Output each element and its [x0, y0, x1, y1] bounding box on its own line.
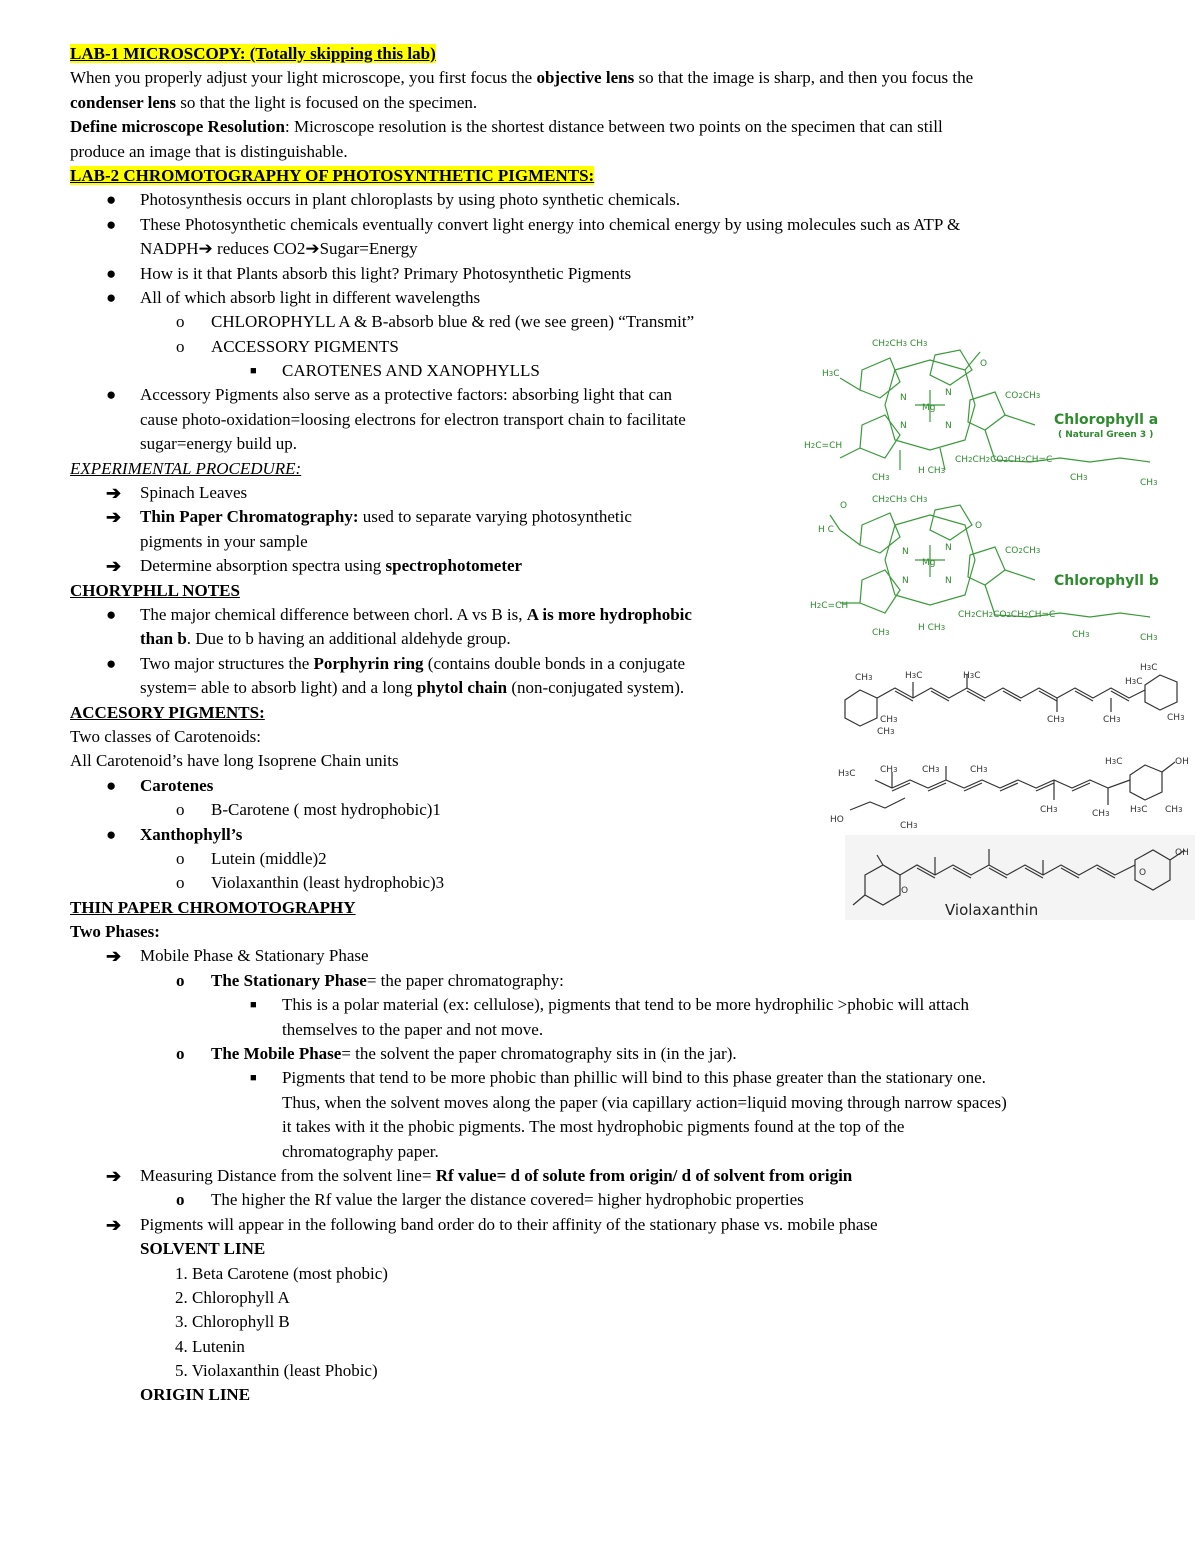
svg-text:H3C: H3C [1140, 663, 1158, 673]
accessory-heading: ACCESORY PIGMENTS: [70, 702, 265, 722]
accessory-bullet: ● Carotenes [70, 774, 1150, 798]
svg-text:O: O [901, 886, 909, 896]
chlorophyll-b-structure [810, 490, 1195, 645]
accessory-subbullet: o Lutein (middle)2 [70, 847, 1150, 871]
svg-text:N: N [902, 547, 909, 557]
svg-text:H3C: H3C [838, 769, 856, 779]
tpc-subsubbullet: ■ This is a polar material (ex: cellulose), pigments that tend to be more hydrophilic >phobic will attach [70, 993, 1150, 1017]
svg-text:O: O [980, 359, 988, 369]
svg-text:CH3: CH3 [1140, 633, 1158, 643]
svg-text:H CH3: H CH3 [918, 466, 946, 476]
circle-bullet-icon: o [176, 336, 185, 356]
chlorophyll-note-continuation: system= able to absorb light) and a long phytol chain (non-conjugated system). [140, 678, 685, 698]
tpc-continuation: Thus, when the solvent moves along the paper (via capillary action=liquid moving through narrow spaces) [282, 1092, 1007, 1112]
tpc-phases-label: Two Phases: [70, 922, 160, 942]
lab2-bullet: ● Photosynthesis occurs in plant chloroplasts by using photo synthetic chemicals. [70, 188, 1150, 212]
solvent-line-label: SOLVENT LINE [140, 1239, 266, 1259]
tpc-arrow-item: ➔ Measuring Distance from the solvent line= Rf value= d of solute from origin/ d of solvent from origin [70, 1164, 1150, 1188]
bullet-icon: ● [106, 263, 117, 283]
lab2-bullet: ● How is it that Plants absorb this light? Primary Photosynthetic Pigments [70, 262, 1150, 286]
bullet-icon: ● [106, 385, 117, 405]
bullet-icon: ● [106, 824, 117, 844]
svg-text:H2C=CH: H2C=CH [810, 601, 849, 611]
bullet-icon: ● [106, 653, 117, 673]
arrow-icon: ➔ [106, 507, 122, 528]
svg-text:H C: H C [818, 525, 834, 535]
svg-text:N: N [945, 576, 952, 586]
arrow-icon: ➔ [106, 1165, 122, 1186]
origin-line-label: ORIGIN LINE [140, 1385, 251, 1405]
svg-text:CH3: CH3 [1167, 713, 1185, 723]
svg-text:O: O [840, 501, 848, 511]
lab2-bullet: ● All of which absorb light in different wavelengths [70, 286, 1150, 310]
band-order-item: 2. Chlorophyll A [175, 1287, 290, 1307]
svg-text:CH3: CH3 [855, 673, 873, 683]
svg-text:CH3: CH3 [872, 473, 890, 483]
tpc-subsubbullet: ■ Pigments that tend to be more phobic than phillic will bind to this phase greater than the stationary one. [70, 1066, 1150, 1090]
svg-text:CH3: CH3 [1140, 478, 1158, 488]
svg-text:HO: HO [830, 815, 844, 825]
svg-text:CH3: CH3 [880, 715, 898, 725]
lab2-bullet-continuation: NADPH➔ reduces CO2➔Sugar=Energy [140, 239, 418, 259]
svg-text:CH3: CH3 [1040, 805, 1058, 815]
tpc-continuation: it takes with it the phobic pigments. The most hydrophobic pigments found at the top of the [282, 1117, 905, 1137]
svg-text:CH3: CH3 [872, 628, 890, 638]
svg-text:H3C: H3C [1125, 677, 1143, 687]
svg-text:CO2CH3: CO2CH3 [1005, 391, 1041, 401]
tpc-continuation: chromatography paper. [282, 1141, 439, 1161]
chlorophyll-a-label: Chlorophyll a [1054, 412, 1159, 428]
bullet-icon: ● [106, 604, 117, 624]
square-bullet-icon: ■ [250, 365, 257, 378]
procedure-step: ➔ Thin Paper Chromatography: used to separate varying photosynthetic [70, 505, 1150, 529]
arrow-icon: ➔ [106, 946, 122, 967]
lab2-bullet: ● These Photosynthetic chemicals eventually convert light energy into chemical energy by using molecules such as ATP & [70, 213, 1150, 237]
svg-text:CH3: CH3 [1103, 715, 1121, 725]
svg-text:N: N [900, 393, 907, 403]
circle-bullet-icon: o [176, 1044, 185, 1064]
band-order-item: 4. Lutenin [175, 1336, 245, 1356]
square-bullet-icon: ■ [250, 1072, 257, 1085]
tpc-subbullet: o The Stationary Phase= the paper chromatography: [70, 969, 1150, 993]
circle-bullet-icon: o [176, 970, 185, 990]
lab1-paragraph-line: When you properly adjust your light microscope, you first focus the objective lens so that the image is sharp, and then you focus the [70, 68, 974, 88]
procedure-heading: EXPERIMENTAL PROCEDURE: [70, 458, 302, 478]
chlorophyll-note-continuation: than b. Due to b having an additional aldehyde group. [140, 629, 511, 649]
svg-text:CH2CH2CO2CH2CH=C: CH2CH2CO2CH2CH=C [958, 610, 1056, 620]
band-order-item: 5. Violaxanthin (least Phobic) [175, 1361, 378, 1381]
chlorophyll-a-structure [800, 330, 1195, 490]
chlorophyll-b-label: Chlorophyll b [1054, 573, 1159, 589]
circle-bullet-icon: o [176, 848, 185, 868]
accessory-subbullet: o B-Carotene ( most hydrophobic)1 [70, 798, 1150, 822]
lab1-paragraph-line: condenser lens so that the light is focused on the specimen. [70, 92, 478, 112]
svg-text:N: N [902, 576, 909, 586]
lab1-definition-line: Define microscope Resolution: Microscope resolution is the shortest distance between two points on the specimen that can still [70, 117, 943, 137]
svg-text:N: N [945, 388, 952, 398]
svg-text:CH3: CH3 [922, 765, 940, 775]
lab2-heading: LAB-2 CHROMOTOGRAPHY OF PHOTOSYNTHETIC PIGMENTS: [70, 165, 595, 185]
lab1-heading: LAB-1 MICROSCOPY: (Totally skipping this lab) [70, 44, 436, 63]
lab2-subbullet: o ACCESSORY PIGMENTS [70, 335, 1150, 359]
bullet-icon: ● [106, 190, 117, 210]
tpc-heading: THIN PAPER CHROMOTOGRAPHY [70, 897, 356, 917]
svg-text:H3C: H3C [1130, 805, 1148, 815]
svg-text:H3C: H3C [905, 671, 923, 681]
svg-text:OH: OH [1175, 757, 1189, 767]
chlorophyll-note-bullet: ● Two major structures the Porphyrin ring (contains double bonds in a conjugate [70, 652, 1150, 676]
band-order-item: 1. Beta Carotene (most phobic) [175, 1263, 388, 1283]
svg-text:CH3: CH3 [1047, 715, 1065, 725]
svg-text:N: N [945, 421, 952, 431]
violaxanthin-label: Violaxanthin [945, 901, 1039, 919]
svg-text:CH3: CH3 [1070, 473, 1088, 483]
svg-text:CH3: CH3 [877, 727, 895, 737]
violaxanthin-structure [845, 835, 1195, 920]
lab2-bullet: ● Accessory Pigments also serve as a protective factors: absorbing light that can [70, 383, 1150, 407]
accessory-line: Two classes of Carotenoids: [70, 726, 261, 746]
lab2-bullet-continuation: sugar=energy build up. [140, 434, 298, 454]
procedure-step: ➔ Determine absorption spectra using spectrophotometer [70, 554, 1150, 578]
svg-text:CH2CH2CO2CH2CH=C: CH2CH2CO2CH2CH=C [955, 455, 1053, 465]
tpc-subbullet: o The Mobile Phase= the solvent the paper chromatography sits in (in the jar). [70, 1042, 1150, 1066]
square-bullet-icon: ■ [250, 999, 257, 1012]
svg-text:H3C: H3C [822, 369, 840, 379]
svg-text:CH3: CH3 [1072, 630, 1090, 640]
circle-bullet-icon: o [176, 312, 185, 332]
lab2-subsubbullet: ■ CAROTENES AND XANOPHYLLS [70, 359, 1150, 383]
circle-bullet-icon: o [176, 873, 185, 893]
svg-text:N: N [900, 421, 907, 431]
svg-text:N: N [945, 543, 952, 553]
lab1-definition-line: produce an image that is distinguishable. [70, 141, 348, 161]
tpc-arrow-item: ➔ Mobile Phase & Stationary Phase [70, 944, 1150, 968]
arrow-icon: ➔ [106, 556, 122, 577]
accessory-line: All Carotenoid’s have long Isoprene Chain units [70, 751, 399, 771]
svg-text:CH3: CH3 [1092, 809, 1110, 819]
svg-text:Mg: Mg [922, 403, 936, 413]
svg-text:CH3: CH3 [1165, 805, 1183, 815]
arrow-icon: ➔ [106, 483, 122, 504]
svg-text:CH3: CH3 [900, 821, 918, 831]
lab2-subbullet: o CHLOROPHYLL A & B-absorb blue & red (we see green) “Transmit” [70, 310, 1150, 334]
band-order-item: 3. Chlorophyll B [175, 1312, 290, 1332]
svg-text:OH: OH [1175, 848, 1189, 858]
chlorophyll-a-sublabel: ( Natural Green 3 ) [1058, 430, 1154, 440]
chlorophyll-note-bullet: ● The major chemical difference between chorl. A vs B is, A is more hydrophobic [70, 603, 1150, 627]
beta-carotene-structure [835, 660, 1190, 740]
accessory-subbullet: o Violaxanthin (least hydrophobic)3 [70, 871, 1150, 895]
svg-text:H3C: H3C [963, 671, 981, 681]
tpc-continuation: themselves to the paper and not move. [282, 1019, 544, 1039]
procedure-step: ➔ Spinach Leaves [70, 481, 1150, 505]
circle-bullet-icon: o [176, 1190, 185, 1210]
svg-text:O: O [975, 521, 983, 531]
bullet-icon: ● [106, 775, 117, 795]
bullet-icon: ● [106, 287, 117, 307]
svg-text:H2C=CH: H2C=CH [804, 441, 843, 451]
svg-text:CO2CH3: CO2CH3 [1005, 546, 1041, 556]
procedure-step-continuation: pigments in your sample [140, 531, 308, 551]
tpc-arrow-item: ➔ Pigments will appear in the following band order do to their affinity of the stationary phase vs. mobile phase [70, 1213, 1150, 1237]
lutein-structure [830, 750, 1190, 835]
svg-text:H3C: H3C [1105, 757, 1123, 767]
circle-bullet-icon: o [176, 800, 185, 820]
svg-text:CH2CH3 CH3: CH2CH3 CH3 [872, 339, 928, 349]
chlorophyll-notes-heading: CHORYPHLL NOTES [70, 580, 240, 600]
arrow-icon: ➔ [106, 1214, 122, 1235]
svg-text:CH2CH3 CH3: CH2CH3 CH3 [872, 495, 928, 505]
svg-text:H CH3: H CH3 [918, 623, 946, 633]
bullet-icon: ● [106, 214, 117, 234]
tpc-subbullet: o The higher the Rf value the larger the distance covered= higher hydrophobic properties [70, 1188, 1150, 1212]
svg-text:Mg: Mg [922, 558, 936, 568]
svg-text:O: O [1139, 868, 1147, 878]
accessory-bullet: ● Xanthophyll’s [70, 823, 1150, 847]
svg-text:CH3: CH3 [880, 765, 898, 775]
lab2-bullet-continuation: cause photo-oxidation=loosing electrons for electron transport chain to facilitate [140, 409, 686, 429]
svg-text:CH3: CH3 [970, 765, 988, 775]
